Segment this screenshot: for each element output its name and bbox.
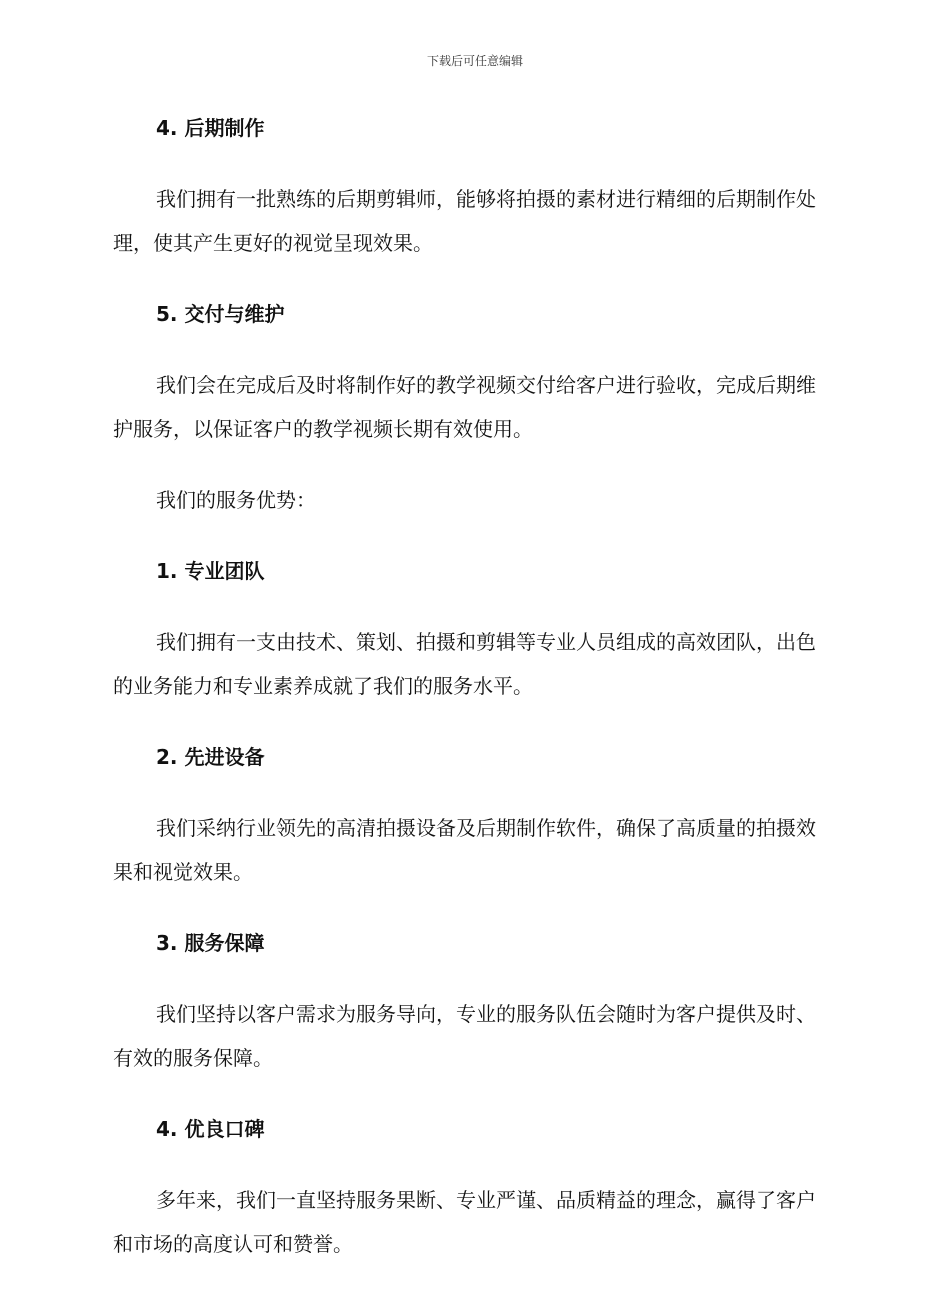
- paragraph-reputation: 多年来，我们一直坚持服务果断、专业严谨、品质精益的理念，赢得了客户和市场的高度认可和赞誉。: [113, 1188, 816, 1256]
- section-heading-delivery: 5. 交付与维护: [156, 302, 285, 326]
- section-heading-post-production: 4. 后期制作: [156, 116, 265, 140]
- section-heading-equipment: 2. 先进设备: [156, 745, 265, 769]
- paragraph-team: 我们拥有一支由技术、策划、拍摄和剪辑等专业人员组成的高效团队，出色的业务能力和专业素养成就了我们的服务水平。: [113, 630, 816, 698]
- section-heading-reputation: 4. 优良口碑: [156, 1117, 265, 1141]
- page-header: 下载后可任意编辑: [426, 54, 523, 68]
- paragraph-service: 我们坚持以客户需求为服务导向，专业的服务队伍会随时为客户提供及时、有效的服务保障。: [113, 1002, 816, 1070]
- section-heading-service: 3. 服务保障: [156, 931, 265, 955]
- section-heading-team: 1. 专业团队: [156, 559, 265, 583]
- advantages-intro: 我们的服务优势：: [156, 488, 316, 512]
- paragraph-post-production: 我们拥有一批熟练的后期剪辑师，能够将拍摄的素材进行精细的后期制作处理，使其产生更好的视觉呈现效果。: [113, 187, 816, 255]
- document-body: [113, 106, 831, 1293]
- paragraph-delivery: 我们会在完成后及时将制作好的教学视频交付给客户进行验收，完成后期维护服务，以保证客户的教学视频长期有效使用。: [113, 373, 816, 441]
- paragraph-equipment: 我们采纳行业领先的高清拍摄设备及后期制作软件，确保了高质量的拍摄效果和视觉效果。: [113, 816, 816, 884]
